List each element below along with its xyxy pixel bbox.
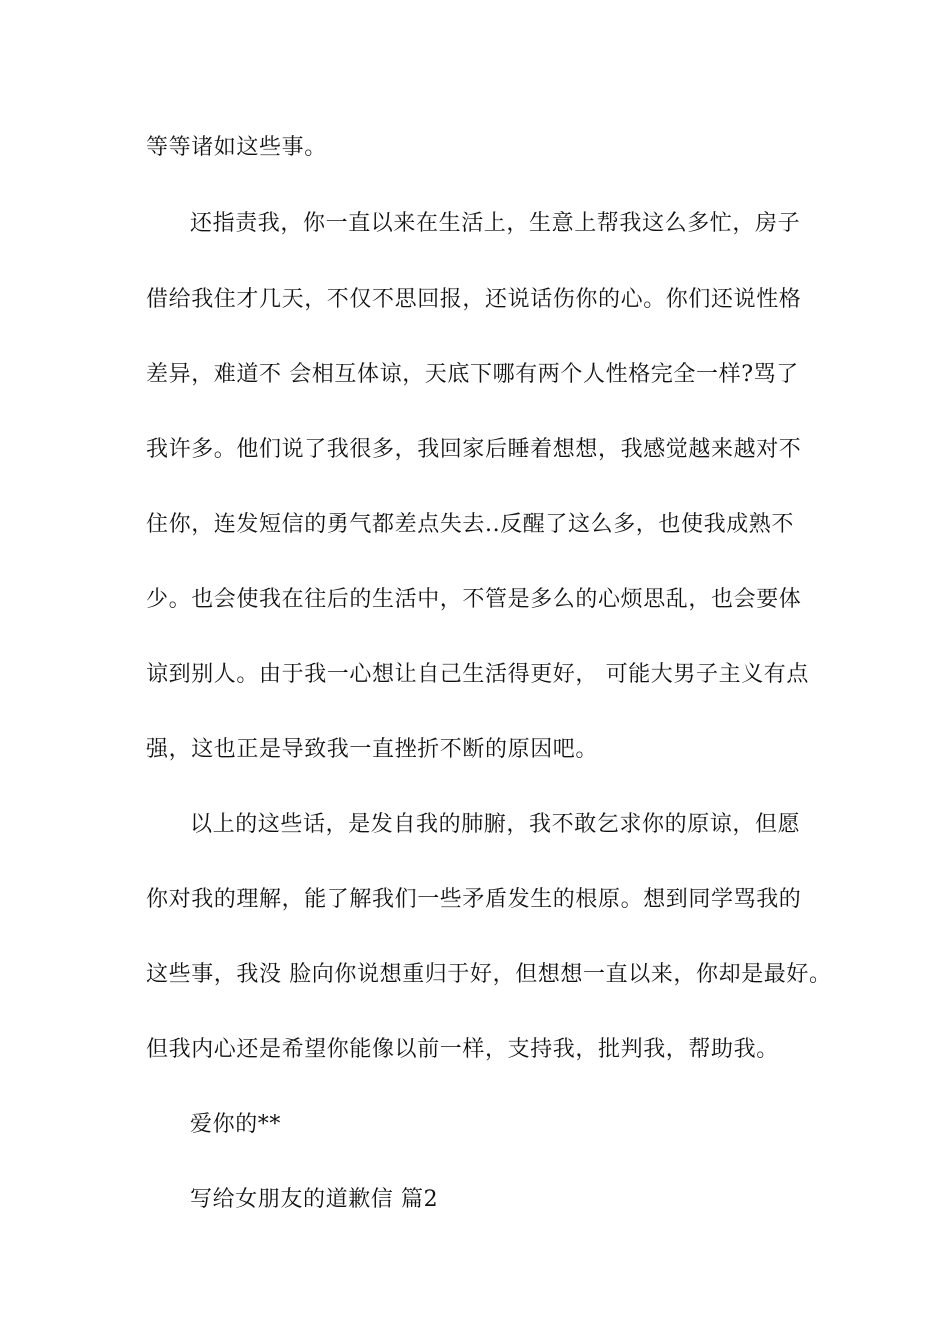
paragraph-start-line: 以上的这些话，是发自我的肺腑，我不敢乞求你的原谅，但愿: [190, 812, 801, 837]
text-line: 但我内心还是希望你能像以前一样，支持我，批判我，帮助我。: [146, 1037, 779, 1062]
text-line: 住你，连发短信的勇气都差点失去..反醒了这么多，也使我成熟不: [146, 512, 794, 537]
text-line: 我许多。他们说了我很多，我回家后睡着想想，我感觉越来越对不: [146, 437, 802, 462]
signature-line: 爱你的**: [190, 1112, 282, 1137]
text-line: 你对我的理解，能了解我们一些矛盾发生的根原。想到同学骂我的: [146, 887, 802, 912]
paragraph-start-line: 还指责我，你一直以来在生活上，生意上帮我这么多忙，房子: [190, 211, 801, 236]
section-heading: 写给女朋友的道歉信 篇2: [190, 1187, 439, 1212]
text-line: 强，这也正是导致我一直挫折不断的原因吧。: [146, 737, 599, 762]
text-line: 差异，难道不 会相互体谅，天底下哪有两个人性格完全一样?骂了: [146, 362, 799, 387]
text-line: 等等诸如这些事。: [146, 135, 327, 160]
text-line: 这些事，我没 脸向你说想重归于好，但想想一直以来，你却是最好。: [146, 962, 832, 987]
text-line: 借给我住才几天，不仅不思回报，还说话伤你的心。你们还说性格: [146, 287, 802, 312]
text-line: 少。也会使我在往后的生活中，不管是多么的心烦思乱，也会要体: [146, 587, 802, 612]
text-line: 谅到别人。由于我一心想让自己生活得更好， 可能大男子主义有点: [146, 662, 809, 687]
